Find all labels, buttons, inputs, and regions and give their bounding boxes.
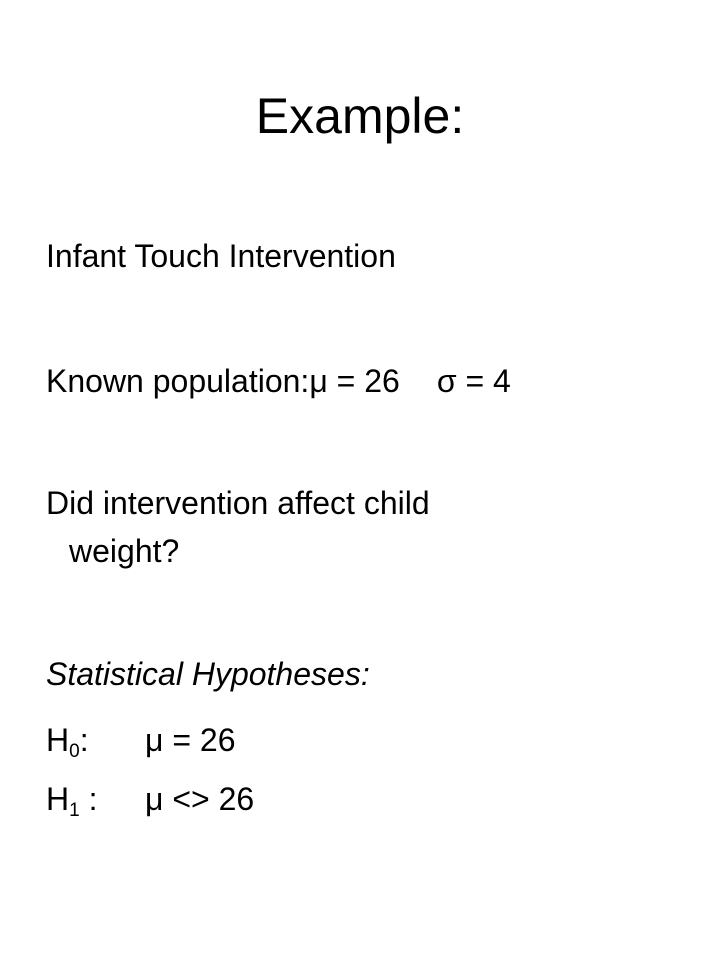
alternative-hypothesis-statement: μ <> 26 xyxy=(145,781,255,817)
hypotheses-heading: Statistical Hypotheses: xyxy=(46,656,370,692)
null-hypothesis-label xyxy=(46,720,89,760)
alternative-hypothesis-subscript: 1 xyxy=(69,800,80,821)
null-hypothesis-subscript: 0 xyxy=(69,741,80,762)
mu-statement: μ = 26 xyxy=(309,363,400,399)
question-line-1: Did intervention affect child xyxy=(46,485,430,521)
null-hypothesis-statement: μ = 26 xyxy=(145,722,236,758)
slide-title: Example: xyxy=(255,88,465,144)
null-hypothesis-separator: : xyxy=(79,722,89,758)
alternative-hypothesis-symbol: H xyxy=(46,781,70,817)
null-hypothesis-symbol: H xyxy=(46,722,70,758)
known-population-line xyxy=(46,361,511,401)
question-line-2: weight? xyxy=(69,533,180,569)
alternative-hypothesis-label xyxy=(46,779,97,819)
null-hypothesis xyxy=(46,720,236,762)
sigma-statement: σ = 4 xyxy=(436,363,511,399)
known-population-label: Known population: xyxy=(46,363,310,399)
alternative-hypothesis xyxy=(46,779,255,821)
subject-line: Infant Touch Intervention xyxy=(46,238,396,274)
alternative-hypothesis-separator: : xyxy=(79,781,98,817)
